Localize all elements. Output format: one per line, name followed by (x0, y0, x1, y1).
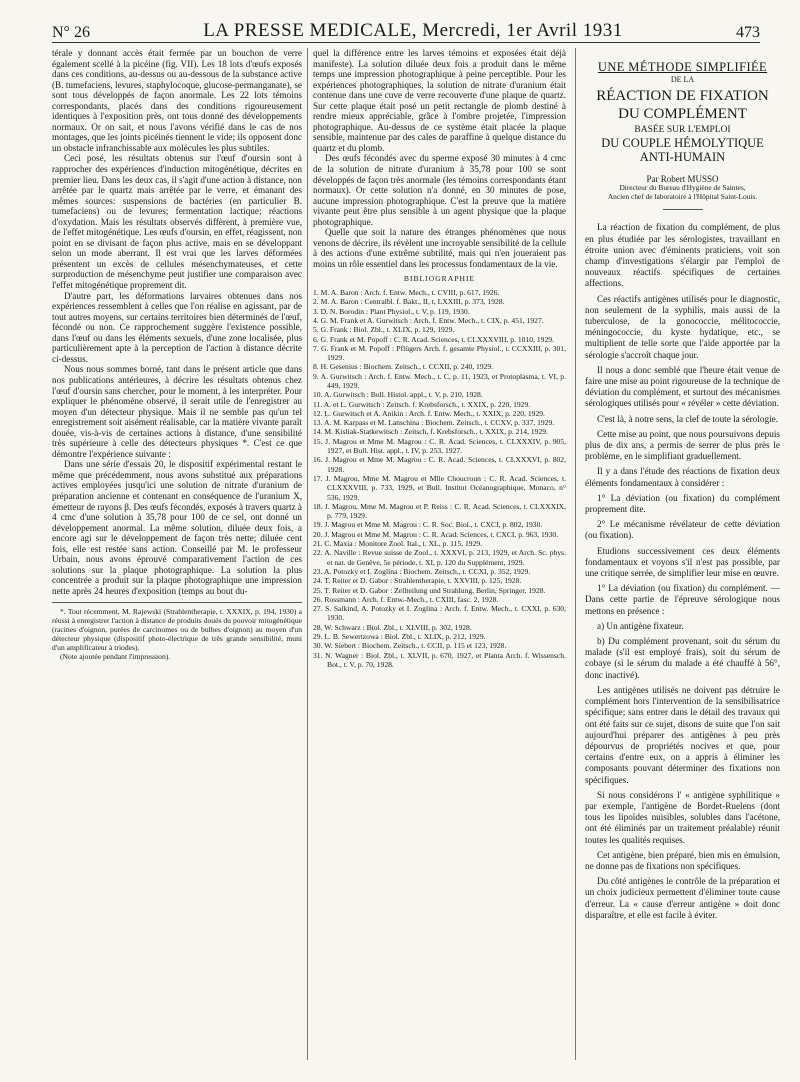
bibliography-entry: 6. G. Frank et M. Popoff : C. R. Acad. Sciences, t. CLXXXVIII, p. 1010, 1929. (313, 334, 554, 344)
bibliography-entry: 2. M. A. Baron : Centralbl. f. Bakt., II, t, LXXIII, p. 373, 1928. (313, 297, 505, 307)
paragraph: Ces réactifs antigènes utilisés pour le diagnostic, non seulement de la syphilis, mais aussi de la tuberculose, de la gonococcie, mélitococcie, méningococcie, du kyste hydatique, etc., se multiplient de telle sorte que l'aide apportée par la sérologie s'accroît chaque jour. (585, 293, 780, 360)
paragraph: b) Du complément provenant, soit du sérum du malade (s'il est employé frais), soit du sérum de cobaye (si le sérum du malade a été chauffé à 56°, donc inactivé). (585, 636, 780, 680)
bibliography-entry: 4. G. M. Frank et A. Gurwitsch : Arch. f. Entw. Mech., t. CIX, p. 451, 1927. (313, 315, 544, 325)
page-header (52, 18, 760, 43)
paragraph: Du côté antigènes le contrôle de la préparation et un choix judicieux permettent d'éliminer toute cause d'erreur. La « cause d'erreur antigène » doit donc disparaître, et elle est facile à éviter. (585, 876, 780, 920)
bibliography-entry: 7. G. Frank et M. Popoff : Pflügers Arch. f. gesamte Physiol., t. CCXXIII, p. 301, 1929. (313, 343, 566, 363)
bibliography-entry: 5. G. Frank : Biol. Zbl., t. XLIX, p. 129, 1929. (313, 325, 455, 335)
page-number: 473 (735, 24, 760, 41)
bibliography-entry: 26. Rossmann : Arch. f. Entw.-Mech., t. CXIII, fasc. 2, 1928. (313, 594, 499, 604)
bibliography-entry: 28. W. Schwarz : Biol. Zbl., t. XLVIII, p. 302, 1928. (313, 622, 472, 632)
paragraph: Etudions successivement ces deux éléments fondamentaux et voyons s'il n'est pas possible, par une critique serrée, de simplifier leur mise en œuvre. (585, 545, 780, 579)
footnote (52, 602, 302, 661)
paragraph: Nous nous sommes borné, tant dans le présent article que dans nos publications antérieures, à décrire les résultats obtenus chez l'œuf d'oursin sans chercher, pour le moment, à les interpréter. Pour expliquer le phénomène observé, il serait utile de l'enregistrer au moyen d'un détecteur physique. Mais il ne semble pas qu'un tel enregistrement soit aisément réalisable, car la matière vivante paraît douée, vis-à-vis de certaines actions à distance, d'une sensibilité très supérieure à celle des détecteurs physiques *. C'est ce que démontre l'expérience suivante : (52, 364, 302, 459)
bibliography-list (313, 288, 566, 669)
paragraph: a) Un antigène fixateur. (597, 620, 684, 631)
paragraph: Il y a dans l'étude des réactions de fixation deux éléments fondamentaux à considérer : (585, 466, 780, 488)
paragraph: La réaction de fixation du complément, de plus en plus étudiée par les sérologistes, travaillant en étroite union avec d'éminents praticiens, voit son champ d'investigations s'élargir par l'emploi de nouveaux réactifs spécifiques de certaines affections. (585, 222, 780, 289)
bibliography-entry: 24. T. Reiter et D. Gabor : Strahlentherapie, t. XXVIII, p. 125, 1928. (313, 576, 522, 586)
paragraph: térale y donnant accès était fermée par un bouchon de verre également scellé à la picéine (fig. VII). Les 18 lots d'œufs exposés dans ces conditions, au-dessus ou au-dessous de la substance active (B. tumefaciens, levures, staphylocoque, glucose-permanganate), se sont tous développés de façon anormale. Les 22 lots témoins correspondants, placés dans des conditions rigoureusement identiques à l'exposition près, ont tous donné des développements normaux. Or on sait, et nous l'avons vérifié dans le cas de nos montages, que les joints picéinés tiennent le vide; ils opposent donc un obstacle infranchissable aux molécules les plus subtiles. (52, 48, 302, 153)
bibliography-entry: 31. N. Wagner : Biol. Zbl., t. XLVII, p. 670, 1927, et Planta Arch. f. Wissensch. Bot., t. V, p. 70, 1928. (313, 650, 566, 669)
bibliography-entry: 29. L. B. Sewertzowa : Biol. Zbl., t. XLIX, p. 212, 1929. (313, 632, 486, 642)
bibliography-entry: 16. J. Magrou et Mme M. Magrou : C. R. Acad. Sciences, t. CLXXXVI, p. 802, 1928. (313, 455, 566, 474)
bibliography-entry: 10. A. Gurwitsch : Bull. Histol. appl., t. V, p. 210, 1928. (313, 390, 483, 400)
bibliography-entry: 9. A. Gurwitsch : Arch. f. Entw. Mech., t. C, p. 11, 1923, et Protoplasma, t. VI, p. 449, 1929. (313, 371, 566, 390)
bibliography-entry: 1. M. A. Baron : Arch. f. Entw. Mech., t. CVIII, p. 617, 1926. (313, 288, 500, 298)
paragraph: Si nous considérons l' « antigène syphilitique » par exemple, l'antigène de Bordet-Ruelens (dont tous les lipoïdes nuisibles, solubles dans l'acétone, ont été éliminés par un traitement préalable) réunit toutes les qualités requises. (585, 789, 780, 845)
bibliography-entry: 21. C. Maxia : Monitore Zool. Ital., t. XL, p. 115, 1929. (313, 539, 483, 549)
article-title-line: DU COUPLE HÉMOLYTIQUE (601, 135, 764, 150)
article-heading (585, 62, 780, 164)
paragraph: 1° La déviation (ou fixation) du complément. — Dans cette partie de l'épreuve sérologique nous mettons en présence : (585, 583, 780, 616)
author-description: Ancien chef de laboratoire à l'Hôpital Saint-Louis. (607, 191, 758, 201)
paragraph: C'est là, à notre sens, la clef de toute la sérologie. (597, 413, 779, 424)
article-title-line: DE LA (670, 74, 695, 84)
footnote-note: (Note ajoutée pendant l'impression). (60, 652, 171, 662)
paragraph: Ceci posé, les résultats obtenus sur l'œuf d'oursin sont à rapprocher des expériences d'induction mitogénétique, décrites en premier lieu. Dans les deux cas, il s'agit d'une action à distance, non arrêtée par le quartz mais arrêtée par le verre, et émanant des mêmes sources: suspensions de bactéries (en particulier B. tumefaciens) ou de levures; fermentation lactique; réactions d'oxydation. Mais les résultats observés diffèrent, à première vue, de l'effet mitogénétique. Les œufs d'oursin, en effet, réagissent, non point en se divisant de façon plus active, mais en se développant selon un mode aberrant. Il est vrai que les larves déformées présentent un excès de cellules mésenchymateuses, et cette surproduction de mésenchyme peut justifier une comparaison avec l'effet mitogénétique proprement dit. (52, 153, 302, 291)
column-3 (585, 48, 780, 925)
footnote-text: *. Tout récemment, M. Rajewski (Strahlentherapie, t. XXXIX, p. 194, 1930) a réussi à enregistrer l'action à distance de produits doués du pouvoir mitogénétique (racines d'oignon, purées de carcinomes ou de bulbes d'oignon) au moyen d'un détecteur physique (dispositif photo-électrique de très grande sensibilité, muni d'un amplificateur à triodes). (52, 607, 302, 653)
bibliography-heading: BIBLIOGRAPHIE (403, 274, 476, 284)
paragraph: 2° Le mécanisme révélateur de cette déviation (ou fixation). (585, 519, 780, 541)
paragraph: Il nous a donc semblé que l'heure était venue de faire une mise au point rigoureuse de la technique de déviation du complément, et surtout des mécanismes sérologiques utilisés pour « révéler » cette déviation. (585, 364, 780, 409)
bibliography-entry: 27. S. Salkind, A. Potozky et I. Zoglina : Arch. f. Entw. Mech., t. CXXI, p. 630, 1930. (313, 604, 566, 623)
bibliography-entry: 19. J. Magrou et Mme M. Magrou : C. R. Soc. Biol., t. CXCI, p. 802, 1930. (313, 520, 543, 530)
column-divider (307, 48, 308, 1060)
bibliography-entry: 25. T. Reiter et D. Gabor : Zellteilung und Strahlung, Berlin, Springer, 1928. (313, 585, 546, 595)
paragraph: Dans une série d'essais 20, le dispositif expérimental restant le même que précédemment, nous avons substitué aux préparations actives employées jusqu'ici une solution de nitrate d'uranium de préparation ancienne et contenant en conséquence de l'uranium X, émetteur de rayons β. Des œufs fécondés, exposés à travers quartz à 4 cmc d'une solution à 35,78 pour 100 de ce sel, ont donné un développement anormal. La même solution, diluée deux fois, a encore agi sur le développement de façon très nette; diluée cent fois, elle est restée sans action. Conseillé par M. le professeur Urbain, nous avons éprouvé comparativement l'action de ces solutions sur la plaque photographique. La solution la plus concentrée a produit sur la plaque photographique une impression nette après 24 heures d'exposition (temps au bout du- (52, 459, 302, 596)
issue-number: N° 26 (52, 24, 90, 41)
author-description: Directeur du Bureau d'Hygiène de Saintes, (619, 183, 746, 193)
bibliography-entry: 13. A. M. Karpass et M. Lanschina : Biochem. Zeitsch., t. CCXV, p. 337, 1929. (313, 418, 555, 428)
bibliography-entry: 23. A. Potozky et I. Zoglina : Biochem. Zeitsch., t. CCXI, p. 352, 1929. (313, 566, 531, 576)
article-title-line: BASÉE SUR L'EMPLOI (634, 125, 731, 136)
bibliography-entry: 22. A. Naville : Revue suisse de Zool., t. XXXVI, p. 213, 1929, et Arch. Sc. phys. et nat. de Genève, 5e période, t. XI, p. 120 du Supplément, 1929. (313, 548, 566, 567)
journal-title: LA PRESSE MEDICALE, Mercredi, 1er Avril 1931 (203, 20, 623, 41)
article-title-line: RÉACTION DE FIXATION (596, 88, 769, 105)
paragraph: Cet antigène, bien préparé, bien mis en émulsion, ne donne pas de fixations non spécifiques. (585, 849, 780, 871)
article-title-line: ANTI-HUMAIN (639, 149, 726, 164)
bibliography-entry: 3. D. N. Borodin : Plant Physiol., t. V, p. 119, 1930. (313, 306, 470, 316)
bibliography-entry: 12. L. Gurwitsch et A. Anikin : Arch. f. Entw. Mech., t. XXIX, p. 220, 1929. (313, 408, 545, 418)
paragraph: D'autre part, les déformations larvaires obtenues dans nos expériences ressemblent à celles que l'on réalise en agissant, par de tout autres moyens, sur certains territoires bien déterminés de l'œuf, fécondé ou non. Ce rapprochement suggère l'existence possible, dans l'œuf ou dans les éléments sexuels, d'une zone localisée, plus particulièrement apte à la perception de l'action à distance décrite ci-dessus. (52, 290, 302, 364)
bibliography-entry: 17. J. Magrou, Mme M. Magrou et Mlle Choucroun : C. R. Acad. Sciences, t. CLXXXVIII, p. 733, 1929, et Bull. Institut Océanographique, Monaco, n° 536, 1929. (313, 473, 566, 502)
bibliography-entry: 14. M. Kisliak-Statkewitsch : Zeitsch, f. Krebsforsch., t. XXIX, p. 214, 1929. (313, 427, 548, 437)
paragraph: Cette mise au point, que nous poursuivons depuis plus de dix ans, a permis de serrer de plus près le problème, en le simplifiant graduellement. (585, 428, 780, 462)
column-1 (52, 48, 302, 661)
author-byline: Par Robert MUSSO (646, 173, 719, 184)
bibliography-entry: 8. H. Gesenius : Biochem. Zeitsch., t. CCXII, p. 240, 1929. (313, 362, 494, 372)
article-title-line: UNE MÉTHODE SIMPLIFIÉE (597, 60, 768, 74)
paragraph: Des œufs fécondés avec du sperme exposé 30 minutes à 4 cmc de la solution de nitrate d'uranium à 35,78 pour 100 se sont développés de façon très anormale (les témoins correspondants étant normaux). Or cette solution n'a donné, en 30 minutes de pose, aucune impression photographique. C'est la preuve que la matière vivante peut être plus sensible à un agent physique que la plaque photographique. (313, 153, 566, 227)
paragraph: Quelle que soit la nature des étranges phénomènes que nous venons de décrire, ils révèlent une incroyable sensibilité de la cellule à des actions d'une extrême subtilité, mais qui n'en joueraient pas moins un rôle essentiel dans les processus fondamentaux de la vie. (313, 227, 566, 269)
article-body (585, 222, 780, 921)
bibliography-entry: 20. J. Magrou et Mme M. Magrou : C. R. Acad. Sciences, t. CXCI, p. 963, 1930. (313, 529, 559, 539)
article-title-line: DU COMPLÉMENT (618, 106, 747, 123)
bibliography-entry: 15. J. Magrou et Mme M. Magrou : C. R. Acad. Sciences, t. CLXXXIV, p. 905, 1927, et Bull. Hist. appl., t. IV, p. 253, 1927. (313, 436, 566, 456)
paragraph: quel la différence entre les larves témoins et exposées était déjà manifeste). La solution diluée deux fois a produit dans le même temps une impression photographique à peine perceptible. Pour les expériences photographiques, la solution de nitrate d'uranium était contenue dans une cuve de verre recouverte d'une plaque de quartz. Sur cette plaque était posé un petit rectangle de plomb destiné à rendre mieux appréciable, grâce à l'ombre projetée, l'impression photographique. Au-dessus de ce système était placée la plaque sensible, maintenue par des cales de paraffine à quelque distance du quartz et du plomb. (313, 48, 566, 153)
paragraph: Les antigènes utilisés ne doivent pas détruire le complément hors l'intervention de la sensibilisatrice spécifique; sans entrer dans le détail des travaux qui ont été faits sur ce sujet, disons de suite que l'on sait aujourd'hui préparer des antigènes à peu près dépourvus de propriétés nocives et que, pour certains d'entre eux, on a appris à éliminer les composants pouvant déterminer des fixations non spécifiques. (585, 684, 780, 785)
column-2 (313, 48, 566, 669)
divider (663, 209, 703, 210)
bibliography-entry: 30. W. Siebert : Biochem. Zeitsch., t. CCII, p. 115 et 123, 1928. (313, 641, 507, 651)
paragraph: 1° La déviation (ou fixation) du complément proprement dite. (585, 492, 780, 515)
bibliography-entry: 11. A. et L. Gurwitsch : Zeitsch. f. Krebsforsch., t. XXIX, p. 220, 1929. (313, 399, 531, 409)
bibliography-entry: 18. J. Magrou, Mme M. Magrou et P. Reiss : C. R. Acad. Sciences, t. CLXXXIX, p. 779, 1929. (313, 501, 566, 521)
column-divider (575, 48, 576, 1060)
